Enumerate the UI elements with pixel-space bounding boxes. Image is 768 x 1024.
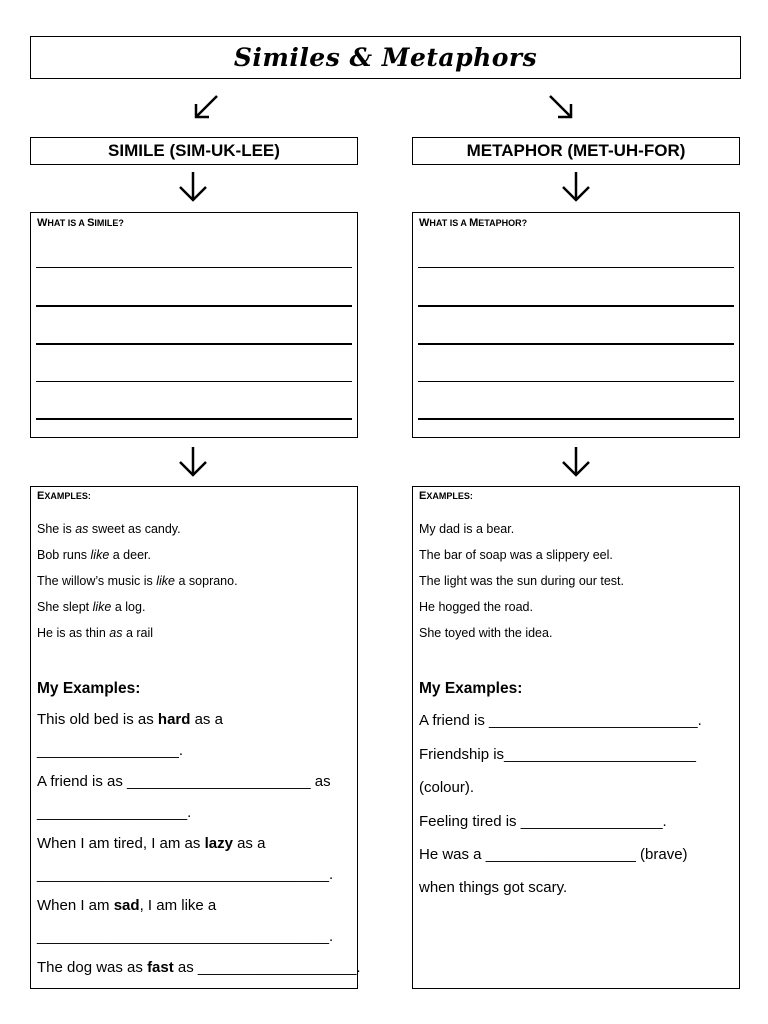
- metaphor-example: He hogged the road.: [419, 600, 533, 614]
- metaphor-fill-in-line[interactable]: He was a __________________ (brave): [419, 846, 688, 863]
- metaphor-definition-box: [412, 212, 740, 438]
- arrow-down-left-icon: [193, 94, 219, 120]
- simile-definition-box: [30, 212, 358, 438]
- simile-fill-in-line[interactable]: When I am sad, I am like a: [37, 897, 217, 914]
- simile-fill-in-line[interactable]: ___________________________________.: [37, 866, 334, 883]
- metaphor-example: The light was the sun during our test.: [419, 574, 624, 588]
- metaphor-examples-label: EXAMPLES:: [419, 490, 473, 502]
- metaphor-example: She toyed with the idea.: [419, 626, 553, 640]
- answer-line[interactable]: [418, 305, 734, 307]
- metaphor-example: The bar of soap was a slippery eel.: [419, 548, 613, 562]
- simile-example: The willow’s music is like a soprano.: [37, 574, 238, 588]
- simile-fill-in-line[interactable]: The dog was as fast as ___________________.: [37, 959, 361, 976]
- arrow-down-right-icon: [548, 94, 574, 120]
- metaphor-fill-in-line: when things got scary.: [419, 879, 568, 896]
- metaphor-fill-in-line[interactable]: Feeling tired is _________________.: [419, 813, 667, 830]
- answer-line[interactable]: [36, 343, 352, 345]
- answer-line[interactable]: [418, 381, 734, 382]
- metaphor-example: My dad is a bear.: [419, 522, 515, 536]
- simile-fill-in-line[interactable]: A friend is as ______________________ as: [37, 773, 331, 790]
- simile-fill-in-line[interactable]: _________________.: [37, 742, 183, 759]
- metaphor-question-label: WHAT IS A METAPHOR?: [419, 217, 528, 229]
- simile-examples-box: [30, 486, 361, 989]
- answer-line[interactable]: [418, 267, 734, 268]
- answer-line[interactable]: [36, 381, 352, 382]
- arrow-down-icon: [178, 446, 208, 478]
- simile-examples-label: EXAMPLES:: [37, 490, 91, 502]
- answer-line[interactable]: [36, 305, 352, 307]
- simile-question-label: WHAT IS A SIMILE?: [37, 217, 124, 229]
- answer-line[interactable]: [418, 343, 734, 345]
- simile-example: She is as sweet as candy.: [37, 522, 181, 536]
- simile-my-examples-title: My Examples:: [37, 680, 141, 697]
- answer-line[interactable]: [36, 418, 352, 420]
- arrow-down-icon: [178, 171, 208, 203]
- simile-fill-in-line[interactable]: __________________.: [37, 804, 192, 821]
- answer-line[interactable]: [418, 418, 734, 420]
- metaphor-examples-box: [412, 486, 740, 989]
- simile-example: Bob runs like a deer.: [37, 548, 151, 562]
- arrow-down-icon: [561, 446, 591, 478]
- simile-fill-in-line[interactable]: ___________________________________.: [37, 928, 334, 945]
- simile-heading-text: SIMILE (SIM-UK-LEE): [108, 141, 280, 160]
- metaphor-heading-text: METAPHOR (MET-UH-FOR): [466, 141, 686, 160]
- simile-heading: [30, 137, 358, 165]
- metaphor-fill-in-line: (colour).: [419, 779, 475, 796]
- simile-example: He is as thin as a rail: [37, 626, 154, 640]
- arrow-down-icon: [561, 171, 591, 203]
- simile-fill-in-line[interactable]: This old bed is as hard as a: [37, 711, 223, 728]
- answer-line[interactable]: [36, 267, 352, 268]
- simile-example: She slept like a log.: [37, 600, 146, 614]
- page-title: Similes & Metaphors: [233, 43, 538, 72]
- metaphor-fill-in-line[interactable]: Friendship is_______________________: [419, 746, 696, 763]
- simile-fill-in-line[interactable]: When I am tired, I am as lazy as a: [37, 835, 266, 852]
- metaphor-my-examples-title: My Examples:: [419, 680, 523, 697]
- title-box: [30, 36, 741, 79]
- metaphor-heading: [412, 137, 740, 165]
- metaphor-fill-in-line[interactable]: A friend is _________________________.: [419, 712, 702, 729]
